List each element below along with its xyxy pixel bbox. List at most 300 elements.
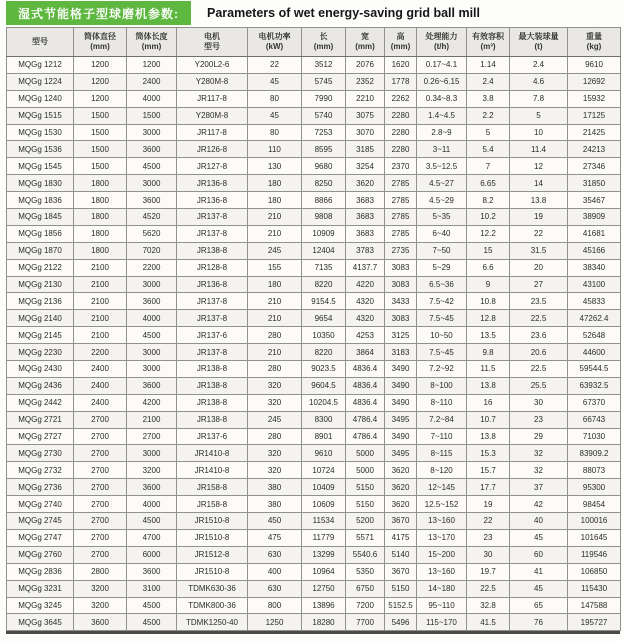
table-cell: 3683 bbox=[346, 192, 385, 209]
table-cell: 5152.5 bbox=[385, 597, 417, 614]
table-cell: 2100 bbox=[74, 276, 127, 293]
table-cell: 44600 bbox=[568, 344, 621, 361]
table-cell: JR117-8 bbox=[177, 124, 248, 141]
table-cell: 23 bbox=[510, 411, 568, 428]
table-cell: 71030 bbox=[568, 428, 621, 445]
column-header-1: 筒体直径 (mm) bbox=[74, 28, 127, 57]
table-cell: JR1510-8 bbox=[177, 563, 248, 580]
table-cell: 3183 bbox=[385, 344, 417, 361]
table-cell: 10.8 bbox=[467, 293, 510, 310]
table-row bbox=[7, 107, 621, 124]
table-cell: 210 bbox=[248, 310, 302, 327]
table-cell: 15 bbox=[467, 242, 510, 259]
table-cell: 47262.4 bbox=[568, 310, 621, 327]
table-cell: 22.5 bbox=[510, 361, 568, 378]
table-cell: 41 bbox=[510, 563, 568, 580]
table-cell: 13896 bbox=[302, 597, 346, 614]
table-cell: 1620 bbox=[385, 57, 417, 74]
table-cell: 8~110 bbox=[417, 394, 467, 411]
table-cell: 3000 bbox=[127, 124, 177, 141]
table-cell: 210 bbox=[248, 225, 302, 242]
table-cell: 1.14 bbox=[467, 57, 510, 74]
table-row bbox=[7, 327, 621, 344]
table-row bbox=[7, 141, 621, 158]
table-cell: 3683 bbox=[346, 225, 385, 242]
table-cell: 4836.4 bbox=[346, 394, 385, 411]
table-row bbox=[7, 580, 621, 597]
table-cell: 320 bbox=[248, 462, 302, 479]
table-cell: 4000 bbox=[127, 310, 177, 327]
title-english: Parameters of wet energy-saving grid ball mill bbox=[207, 6, 481, 20]
table-cell: 210 bbox=[248, 344, 302, 361]
table-row bbox=[7, 259, 621, 276]
table-cell: 3670 bbox=[385, 563, 417, 580]
table-cell: 7253 bbox=[302, 124, 346, 141]
table-cell: 630 bbox=[248, 580, 302, 597]
table-cell: 3200 bbox=[127, 462, 177, 479]
table-cell: 3620 bbox=[385, 462, 417, 479]
table-cell: 3512 bbox=[302, 57, 346, 74]
table-cell: JR1410-8 bbox=[177, 462, 248, 479]
table-cell: 3620 bbox=[346, 175, 385, 192]
table-cell: 65 bbox=[510, 597, 568, 614]
table-cell: 4500 bbox=[127, 614, 177, 631]
table-cell: 4500 bbox=[127, 513, 177, 530]
table-cell: 2210 bbox=[346, 90, 385, 107]
table-cell: 1250 bbox=[248, 614, 302, 631]
table-row bbox=[7, 428, 621, 445]
table-cell: 2370 bbox=[385, 158, 417, 175]
table-cell: 22.5 bbox=[467, 580, 510, 597]
table-cell: 475 bbox=[248, 529, 302, 546]
table-cell: 245 bbox=[248, 242, 302, 259]
table-cell: 45833 bbox=[568, 293, 621, 310]
table-cell: 2735 bbox=[385, 242, 417, 259]
table-cell: 1800 bbox=[74, 225, 127, 242]
table-row bbox=[7, 158, 621, 175]
table-cell: 7020 bbox=[127, 242, 177, 259]
table-cell: 3495 bbox=[385, 411, 417, 428]
table-cell: 12.5~152 bbox=[417, 496, 467, 513]
table-cell: 4500 bbox=[127, 597, 177, 614]
table-cell: 32.8 bbox=[467, 597, 510, 614]
table-cell: 8250 bbox=[302, 175, 346, 192]
table-cell: MQGg 2436 bbox=[7, 377, 74, 394]
table-cell: 31.5 bbox=[510, 242, 568, 259]
table-cell: JR138-8 bbox=[177, 242, 248, 259]
table-cell: 83909.2 bbox=[568, 445, 621, 462]
table-cell: JR117-8 bbox=[177, 90, 248, 107]
table-cell: 7.8 bbox=[510, 90, 568, 107]
table-cell: 5540.6 bbox=[346, 546, 385, 563]
table-cell: 9604.5 bbox=[302, 377, 346, 394]
table-cell: 12 bbox=[510, 158, 568, 175]
table-cell: JR137-6 bbox=[177, 327, 248, 344]
table-cell: 5000 bbox=[346, 445, 385, 462]
table-cell: 32 bbox=[510, 462, 568, 479]
table-cell: 7~110 bbox=[417, 428, 467, 445]
table-cell: MQGg 2442 bbox=[7, 394, 74, 411]
table-cell: 10909 bbox=[302, 225, 346, 242]
table-cell: 45 bbox=[510, 580, 568, 597]
table-cell: 4320 bbox=[346, 293, 385, 310]
table-cell: 4836.4 bbox=[346, 377, 385, 394]
table-cell: 4200 bbox=[127, 394, 177, 411]
table-cell: 9610 bbox=[568, 57, 621, 74]
table-cell: 8220 bbox=[302, 344, 346, 361]
table-cell: 40 bbox=[510, 513, 568, 530]
table-cell: 35467 bbox=[568, 192, 621, 209]
table-cell: 3000 bbox=[127, 175, 177, 192]
table-cell: 23 bbox=[467, 529, 510, 546]
table-cell: 7~50 bbox=[417, 242, 467, 259]
table-cell: 180 bbox=[248, 175, 302, 192]
table-cell: 1200 bbox=[127, 57, 177, 74]
table-cell: 5140 bbox=[385, 546, 417, 563]
table-cell: 10724 bbox=[302, 462, 346, 479]
table-cell: 5496 bbox=[385, 614, 417, 631]
table-cell: 6~40 bbox=[417, 225, 467, 242]
table-cell: 1800 bbox=[74, 192, 127, 209]
table-cell: JR127-8 bbox=[177, 158, 248, 175]
table-body bbox=[7, 57, 621, 631]
table-row bbox=[7, 411, 621, 428]
table-row bbox=[7, 361, 621, 378]
table-cell: 3070 bbox=[346, 124, 385, 141]
table-cell: 19 bbox=[510, 209, 568, 226]
table-cell: 5 bbox=[467, 124, 510, 141]
table-cell: MQGg 2122 bbox=[7, 259, 74, 276]
table-cell: 2700 bbox=[74, 529, 127, 546]
table-cell: 2400 bbox=[127, 73, 177, 90]
table-cell: 27 bbox=[510, 276, 568, 293]
table-header bbox=[7, 28, 621, 57]
table-cell: MQGg 1856 bbox=[7, 225, 74, 242]
table-cell: 21425 bbox=[568, 124, 621, 141]
table-cell: 13~170 bbox=[417, 529, 467, 546]
table-cell: 3670 bbox=[385, 513, 417, 530]
table-cell: 10350 bbox=[302, 327, 346, 344]
table-cell: JR137-8 bbox=[177, 293, 248, 310]
table-cell: 60 bbox=[510, 546, 568, 563]
table-cell: 180 bbox=[248, 192, 302, 209]
table-cell: 11534 bbox=[302, 513, 346, 530]
table-cell: 6000 bbox=[127, 546, 177, 563]
table-cell: 245 bbox=[248, 411, 302, 428]
table-row bbox=[7, 293, 621, 310]
table-cell: 3.8 bbox=[467, 90, 510, 107]
table-row bbox=[7, 344, 621, 361]
table-cell: MQGg 2740 bbox=[7, 496, 74, 513]
table-cell: 4220 bbox=[346, 276, 385, 293]
table-cell: 10~50 bbox=[417, 327, 467, 344]
table-cell: 14 bbox=[510, 175, 568, 192]
table-cell: 45 bbox=[248, 107, 302, 124]
table-cell: 10 bbox=[510, 124, 568, 141]
table-cell: 2200 bbox=[127, 259, 177, 276]
table-cell: 22 bbox=[248, 57, 302, 74]
spec-table-container bbox=[6, 27, 620, 634]
table-cell: 5350 bbox=[346, 563, 385, 580]
table-cell: 4500 bbox=[127, 327, 177, 344]
table-cell: 1800 bbox=[74, 175, 127, 192]
column-header-2: 筒体长度 (mm) bbox=[127, 28, 177, 57]
table-cell: 3083 bbox=[385, 259, 417, 276]
table-cell: 0.26~6.15 bbox=[417, 73, 467, 90]
table-cell: JR137-6 bbox=[177, 428, 248, 445]
table-cell: 1778 bbox=[385, 73, 417, 90]
table-cell: 2076 bbox=[346, 57, 385, 74]
table-cell: 3490 bbox=[385, 361, 417, 378]
table-cell: 10964 bbox=[302, 563, 346, 580]
table-cell: MQGg 2730 bbox=[7, 445, 74, 462]
table-cell: MQGg 1830 bbox=[7, 175, 74, 192]
table-cell: 5~35 bbox=[417, 209, 467, 226]
spec-table bbox=[6, 27, 621, 631]
table-cell: 320 bbox=[248, 377, 302, 394]
table-cell: 6.65 bbox=[467, 175, 510, 192]
table-cell: 22.5 bbox=[510, 310, 568, 327]
table-cell: 7700 bbox=[346, 614, 385, 631]
table-cell: 25.5 bbox=[510, 377, 568, 394]
table-cell: Y280M-8 bbox=[177, 73, 248, 90]
table-cell: 98454 bbox=[568, 496, 621, 513]
table-cell: 2700 bbox=[74, 411, 127, 428]
table-cell: 2700 bbox=[74, 513, 127, 530]
table-cell: 2800 bbox=[74, 563, 127, 580]
table-cell: 3864 bbox=[346, 344, 385, 361]
table-row bbox=[7, 192, 621, 209]
table-cell: 5620 bbox=[127, 225, 177, 242]
table-cell: 5150 bbox=[346, 479, 385, 496]
table-cell: 280 bbox=[248, 361, 302, 378]
table-cell: 9.8 bbox=[467, 344, 510, 361]
table-cell: 3600 bbox=[127, 141, 177, 158]
table-cell: 3620 bbox=[385, 496, 417, 513]
table-cell: 6750 bbox=[346, 580, 385, 597]
table-cell: 3000 bbox=[127, 445, 177, 462]
table-cell: MQGg 3245 bbox=[7, 597, 74, 614]
table-cell: TDMK800-36 bbox=[177, 597, 248, 614]
table-cell: 380 bbox=[248, 479, 302, 496]
table-cell: 3433 bbox=[385, 293, 417, 310]
table-cell: MQGg 2230 bbox=[7, 344, 74, 361]
table-cell: 3185 bbox=[346, 141, 385, 158]
table-cell: 8.2 bbox=[467, 192, 510, 209]
table-cell: 15.7 bbox=[467, 462, 510, 479]
table-cell: 8595 bbox=[302, 141, 346, 158]
table-cell: 0.17~4.1 bbox=[417, 57, 467, 74]
table-cell: MQGg 2130 bbox=[7, 276, 74, 293]
table-cell: 66743 bbox=[568, 411, 621, 428]
table-cell: 23.6 bbox=[510, 327, 568, 344]
table-cell: 13299 bbox=[302, 546, 346, 563]
table-cell: JR136-8 bbox=[177, 175, 248, 192]
table-cell: JR126-8 bbox=[177, 141, 248, 158]
table-cell: 22 bbox=[467, 513, 510, 530]
table-cell: 59544.5 bbox=[568, 361, 621, 378]
table-cell: 3~11 bbox=[417, 141, 467, 158]
table-cell: 180 bbox=[248, 276, 302, 293]
table-row bbox=[7, 90, 621, 107]
table-cell: 320 bbox=[248, 394, 302, 411]
column-header-8: 处理能力 (t/h) bbox=[417, 28, 467, 57]
table-row bbox=[7, 445, 621, 462]
table-cell: 2785 bbox=[385, 209, 417, 226]
table-cell: 106850 bbox=[568, 563, 621, 580]
table-cell: 95300 bbox=[568, 479, 621, 496]
table-cell: 13.8 bbox=[510, 192, 568, 209]
table-cell: 30 bbox=[467, 546, 510, 563]
table-cell: 450 bbox=[248, 513, 302, 530]
table-cell: 2262 bbox=[385, 90, 417, 107]
table-cell: 23.5 bbox=[510, 293, 568, 310]
table-cell: 31850 bbox=[568, 175, 621, 192]
table-cell: 1200 bbox=[74, 57, 127, 74]
table-cell: 100016 bbox=[568, 513, 621, 530]
table-cell: 24213 bbox=[568, 141, 621, 158]
table-cell: 1200 bbox=[74, 73, 127, 90]
table-cell: 67370 bbox=[568, 394, 621, 411]
table-row bbox=[7, 225, 621, 242]
table-cell: 45 bbox=[248, 73, 302, 90]
table-cell: 13~160 bbox=[417, 563, 467, 580]
table-cell: 5150 bbox=[385, 580, 417, 597]
table-cell: 19.7 bbox=[467, 563, 510, 580]
table-row bbox=[7, 614, 621, 631]
table-cell: 3620 bbox=[385, 479, 417, 496]
table-cell: 30 bbox=[510, 394, 568, 411]
table-cell: 3000 bbox=[127, 344, 177, 361]
table-cell: MQGg 2140 bbox=[7, 310, 74, 327]
title-chinese-badge: 湿式节能格子型球磨机参数: bbox=[6, 1, 191, 25]
table-cell: 10.7 bbox=[467, 411, 510, 428]
table-cell: 13~160 bbox=[417, 513, 467, 530]
table-cell: JR138-8 bbox=[177, 361, 248, 378]
table-cell: 2280 bbox=[385, 124, 417, 141]
column-header-0: 型号 bbox=[7, 28, 74, 57]
table-cell: 195727 bbox=[568, 614, 621, 631]
table-cell: 10609 bbox=[302, 496, 346, 513]
table-row bbox=[7, 242, 621, 259]
table-cell: 8~100 bbox=[417, 377, 467, 394]
table-cell: 7.5~45 bbox=[417, 344, 467, 361]
table-cell: 5000 bbox=[346, 462, 385, 479]
table-cell: JR1510-8 bbox=[177, 529, 248, 546]
table-cell: MQGg 1212 bbox=[7, 57, 74, 74]
table-cell: 2700 bbox=[74, 428, 127, 445]
table-cell: 3083 bbox=[385, 276, 417, 293]
table-cell: 7.2~84 bbox=[417, 411, 467, 428]
table-cell: 12404 bbox=[302, 242, 346, 259]
table-cell: 2700 bbox=[74, 479, 127, 496]
table-cell: 4175 bbox=[385, 529, 417, 546]
table-cell: JR136-8 bbox=[177, 192, 248, 209]
table-cell: 2700 bbox=[127, 428, 177, 445]
table-cell: 43100 bbox=[568, 276, 621, 293]
table-row bbox=[7, 563, 621, 580]
table-cell: 210 bbox=[248, 209, 302, 226]
table-cell: 2200 bbox=[74, 344, 127, 361]
table-cell: 5~29 bbox=[417, 259, 467, 276]
table-row bbox=[7, 377, 621, 394]
table-cell: JR1410-8 bbox=[177, 445, 248, 462]
table-cell: MQGg 2747 bbox=[7, 529, 74, 546]
table-cell: 19 bbox=[467, 496, 510, 513]
column-header-6: 宽 (mm) bbox=[346, 28, 385, 57]
table-cell: 2.4 bbox=[510, 57, 568, 74]
table-cell: 3600 bbox=[127, 377, 177, 394]
table-cell: 4000 bbox=[127, 90, 177, 107]
table-cell: 76 bbox=[510, 614, 568, 631]
table-cell: 7.5~42 bbox=[417, 293, 467, 310]
table-cell: 2700 bbox=[74, 546, 127, 563]
table-row bbox=[7, 73, 621, 90]
table-cell: 115~170 bbox=[417, 614, 467, 631]
table-cell: 10204.5 bbox=[302, 394, 346, 411]
table-cell: 1800 bbox=[74, 242, 127, 259]
table-cell: MQGg 1240 bbox=[7, 90, 74, 107]
table-cell: 4.5~27 bbox=[417, 175, 467, 192]
table-cell: JR158-8 bbox=[177, 496, 248, 513]
table-cell: 630 bbox=[248, 546, 302, 563]
table-cell: 4253 bbox=[346, 327, 385, 344]
table-cell: 2785 bbox=[385, 192, 417, 209]
table-row bbox=[7, 597, 621, 614]
table-cell: MQGg 1836 bbox=[7, 192, 74, 209]
table-cell: 2400 bbox=[74, 377, 127, 394]
table-cell: 32 bbox=[510, 445, 568, 462]
table-cell: 2100 bbox=[74, 259, 127, 276]
table-cell: JR138-8 bbox=[177, 411, 248, 428]
table-cell: 11.5 bbox=[467, 361, 510, 378]
column-header-7: 高 (mm) bbox=[385, 28, 417, 57]
table-row bbox=[7, 462, 621, 479]
table-cell: 7.2~92 bbox=[417, 361, 467, 378]
table-cell: MQGg 2136 bbox=[7, 293, 74, 310]
table-cell: 27346 bbox=[568, 158, 621, 175]
table-cell: JR128-8 bbox=[177, 259, 248, 276]
table-cell: 3600 bbox=[127, 479, 177, 496]
table-cell: 3600 bbox=[74, 614, 127, 631]
column-header-5: 长 (mm) bbox=[302, 28, 346, 57]
table-cell: 9808 bbox=[302, 209, 346, 226]
table-cell: 2400 bbox=[74, 361, 127, 378]
table-cell: 1.4~4.5 bbox=[417, 107, 467, 124]
table-cell: 37 bbox=[510, 479, 568, 496]
table-cell: 3254 bbox=[346, 158, 385, 175]
table-cell: 12.2 bbox=[467, 225, 510, 242]
table-cell: 2100 bbox=[74, 327, 127, 344]
table-cell: MQGg 2732 bbox=[7, 462, 74, 479]
table-cell: 3200 bbox=[74, 580, 127, 597]
table-cell: 2.8~9 bbox=[417, 124, 467, 141]
table-cell: 4786.4 bbox=[346, 411, 385, 428]
table-cell: 2280 bbox=[385, 141, 417, 158]
table-cell: JR137-8 bbox=[177, 344, 248, 361]
table-cell: 80 bbox=[248, 90, 302, 107]
table-cell: MQGg 1530 bbox=[7, 124, 74, 141]
table-cell: 13.8 bbox=[467, 428, 510, 445]
table-cell: 8220 bbox=[302, 276, 346, 293]
table-cell: 4137.7 bbox=[346, 259, 385, 276]
table-cell: 3000 bbox=[127, 276, 177, 293]
table-cell: 63932.5 bbox=[568, 377, 621, 394]
table-cell: 6.6 bbox=[467, 259, 510, 276]
column-header-11: 重量 (kg) bbox=[568, 28, 621, 57]
table-cell: 2100 bbox=[74, 293, 127, 310]
table-cell: 130 bbox=[248, 158, 302, 175]
